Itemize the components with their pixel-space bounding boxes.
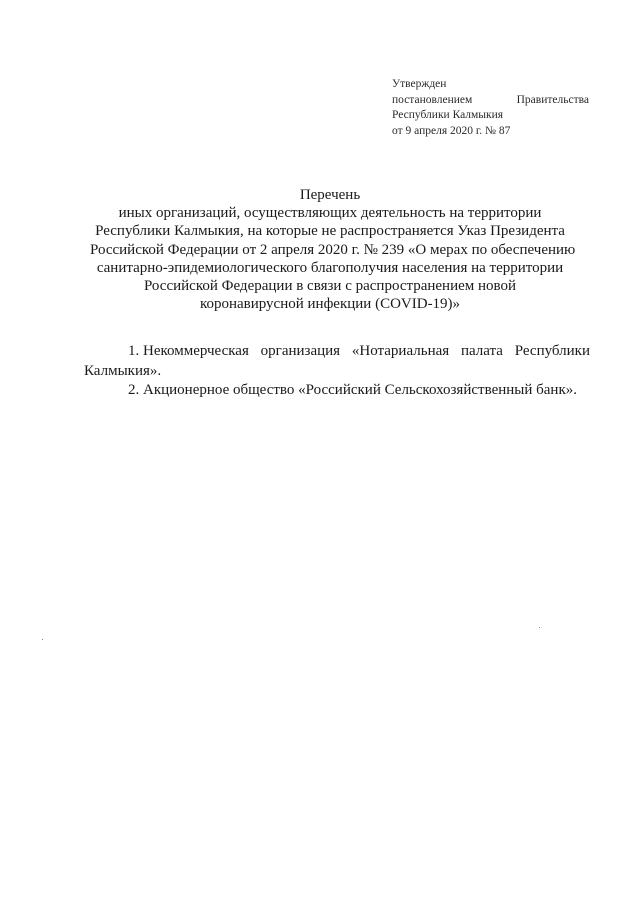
item1-word: 1. Некоммерческая: [128, 343, 249, 359]
scan-speck: [539, 627, 540, 628]
list-item-2: 2. Акционерное общество «Российский Сельскохозяйственный банк».: [128, 382, 577, 398]
item1-word: палата: [460, 343, 503, 359]
scan-speck: [42, 639, 43, 640]
organization-list: [84, 342, 590, 401]
heading-line-3: Российской Федерации от 2 апреля 2020 г. № 239 «О мерах по обеспечению: [90, 241, 576, 258]
approval-resolution: постановлением: [392, 93, 473, 106]
heading-line-6: коронавирусной инфекции (COVID-19)»: [199, 296, 461, 313]
list-item-1: [84, 342, 590, 362]
approval-resolution-line: [392, 93, 589, 109]
item1-word: организация: [260, 343, 341, 359]
document-heading: [90, 186, 576, 313]
approval-government: Правительства: [516, 93, 589, 106]
heading-line-2: Республики Калмыкия, на которые не распространяется Указ Президента: [95, 223, 565, 240]
heading-line-5: Российской Федерации в связи с распространением новой: [143, 278, 517, 295]
approval-republic: Республики Калмыкия: [392, 109, 504, 121]
approval-stamp: [392, 77, 589, 139]
approval-date: от 9 апреля 2020 г. № 87: [392, 124, 511, 137]
list-item-1-continuation: Калмыкия».: [84, 362, 162, 379]
heading-line-4: санитарно-эпидемиологического благополучия населения на территории: [96, 259, 564, 276]
item1-word: «Нотариальная: [351, 343, 450, 359]
heading-line-1: иных организаций, осуществляющих деятельность на территории: [118, 205, 542, 222]
approval-approved: Утвержден: [392, 78, 447, 90]
document-title: Перечень: [299, 187, 361, 203]
item1-word: Республики: [514, 343, 590, 359]
